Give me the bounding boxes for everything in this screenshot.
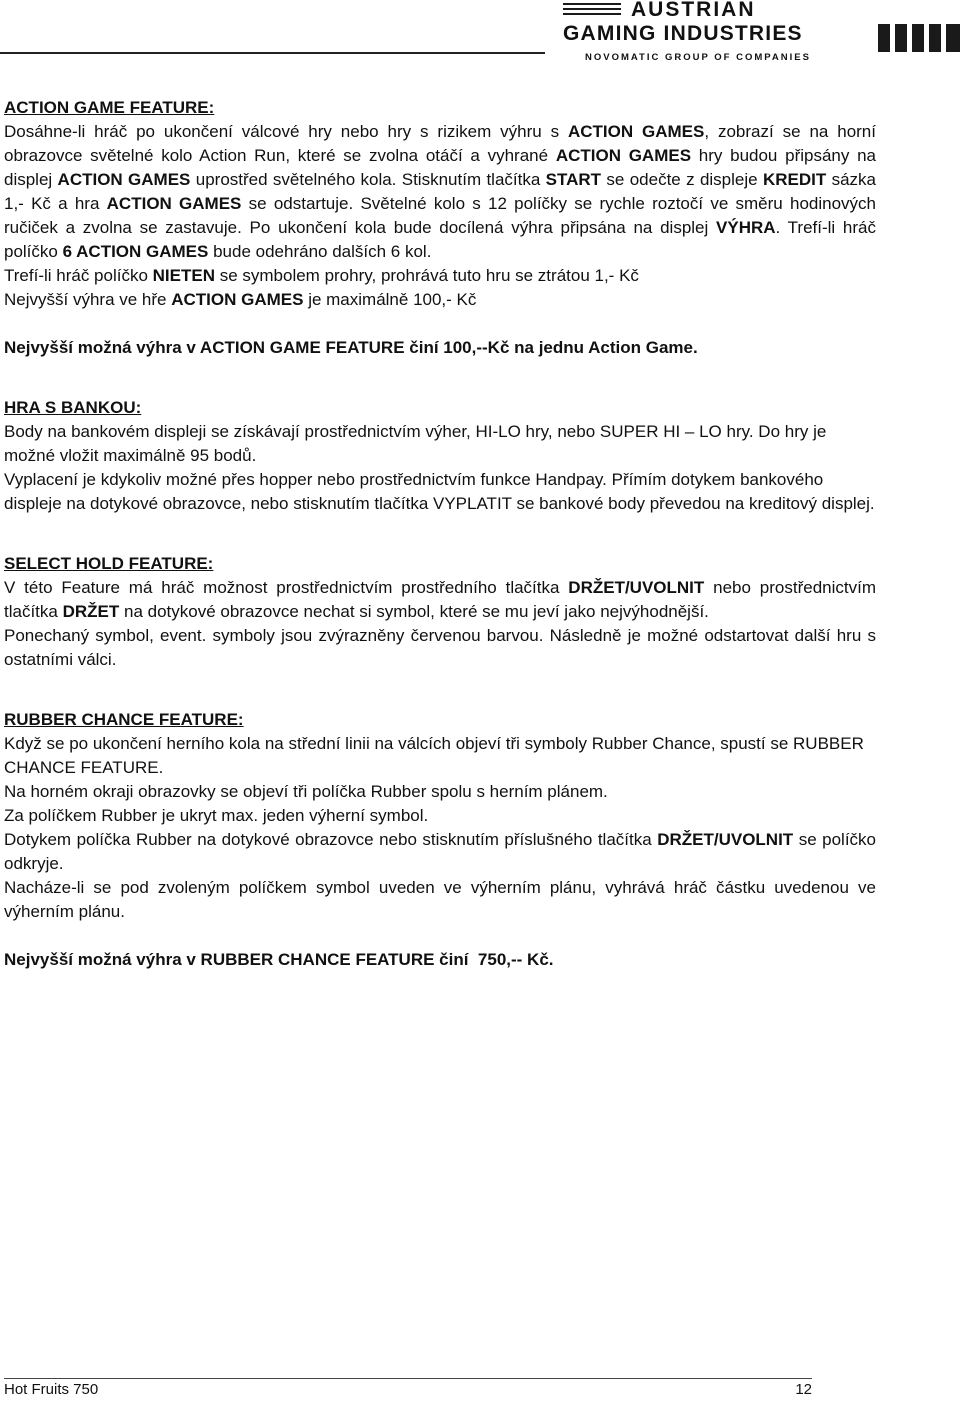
rubber-paragraph-4: Dotykem políčka Rubber na dotykové obrazovce nebo stisknutím příslušného tlačítka DRŽET/UVOLNIT se políčko odkryje. — [4, 830, 877, 873]
logo-bars — [563, 3, 621, 18]
rubber-paragraph-5: Nacháze-li se pod zvoleným políčkem symbol uveden ve výherním plánu, vyhrává hráč částku uvedenou ve výherním plánu. — [4, 878, 876, 921]
rubber-max-win: Nejvyšší možná výhra v RUBBER CHANCE FEATURE činí 750,-- Kč. — [4, 950, 554, 969]
company-logo — [563, 0, 838, 66]
action-paragraph-3: Nejvyšší výhra ve hře ACTION GAMES je maximálně 100,- Kč — [4, 290, 477, 309]
rubber-heading: RUBBER CHANCE FEATURE: — [4, 710, 244, 729]
action-heading: ACTION GAME FEATURE: — [4, 98, 215, 117]
logo-line2: GAMING INDUSTRIES — [563, 22, 803, 45]
bank-paragraph-1: Body na bankovém displeji se získávají prostřednictvím výher, HI-LO hry, nebo SUPER HI – LO hry. Do hry je možné vložit maximálně 95 bodů. — [4, 422, 827, 465]
hold-paragraph-1: V této Feature má hráč možnost prostřednictvím prostředního tlačítka DRŽET/UVOLNIT nebo prostřednictvím tlačítka DRŽET na dotykové obrazovce nechat si symbol, které se mu jeví jako nejvýhodnější. — [4, 578, 877, 621]
hold-paragraph-2: Ponechaný symbol, event. symboly jsou zvýrazněny červenou barvou. Následně je možné odstartovat další hru s ostatními válci. — [4, 626, 876, 669]
document-body — [4, 96, 876, 972]
page-number: 12 — [795, 1381, 812, 1398]
bank-heading: HRA S BANKOU: — [4, 398, 142, 417]
action-max-win: Nejvyšší možná výhra v ACTION GAME FEATURE činí 100,--Kč na jednu Action Game. — [4, 338, 698, 357]
bank-paragraph-2: Vyplacení je kdykoliv možné přes hopper nebo prostřednictvím funkce Handpay. Přímím dotykem bankového displeje na dotykové obrazovce, nebo stisknutím tlačítka VYPLATIT se bankové body převedou na kreditový displej. — [4, 470, 875, 513]
rubber-paragraph-2: Na horném okraji obrazovky se objeví tři políčka Rubber spolu s herním plánem. — [4, 782, 608, 801]
logo-line3: NOVOMATIC GROUP OF COMPANIES — [585, 52, 811, 63]
action-paragraph-1: Dosáhne-li hráč po ukončení válcové hry nebo hry s rizikem výhru s ACTION GAMES, zobrazí se na horní obrazovce světelné kolo Action Run, které se zvolna otáčí a vyhrané ACTION GAMES hry budou připsány na displej ACTION GAMES uprostřed světelného kola. Stisknutím tlačítka START se odečte z displeje KREDIT sázka 1,- Kč a hra ACTION GAMES se odstartuje. Světelné kolo s 12 políčky se rychle roztočí ve směru hodinových ručiček a zvolna se zastavuje. Po ukončení kola bude docílená výhra připsána na displej VÝHRA. Trefí-li hráč políčko 6 ACTION GAMES bude odehráno dalších 6 kol. — [4, 122, 876, 261]
page-footer — [4, 1378, 812, 1398]
action-paragraph-2: Trefí-li hráč políčko NIETEN se symbolem prohry, prohrává tuto hru se ztrátou 1,- Kč — [4, 266, 639, 285]
logo-line1: AUSTRIAN — [631, 0, 756, 21]
header-stripes — [878, 24, 960, 52]
header-rule — [0, 52, 545, 54]
page-header — [0, 0, 960, 90]
rubber-paragraph-3: Za políčkem Rubber je ukryt max. jeden výherní symbol. — [4, 806, 429, 825]
footer-title: Hot Fruits 750 — [4, 1381, 99, 1398]
hold-heading: SELECT HOLD FEATURE: — [4, 554, 214, 573]
rubber-paragraph-1: Když se po ukončení herního kola na střední linii na válcích objeví tři symboly Rubber Chance, spustí se RUBBER CHANCE FEATURE. — [4, 734, 864, 777]
